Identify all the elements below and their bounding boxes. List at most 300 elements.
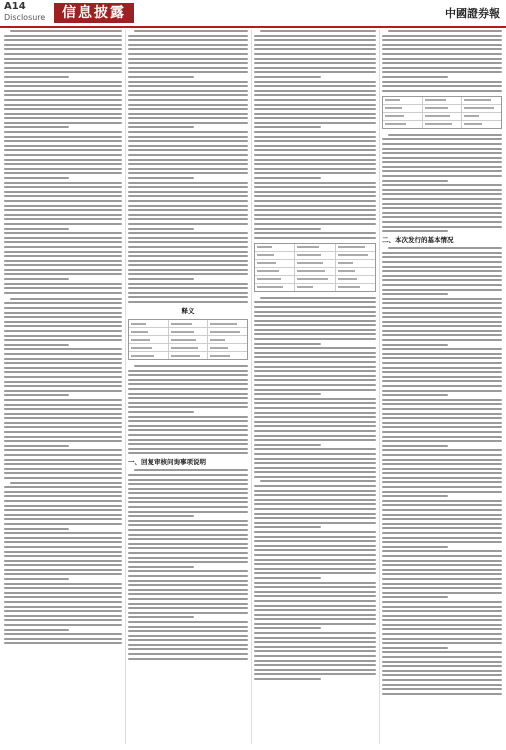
text-line xyxy=(128,534,248,536)
table-cell xyxy=(169,328,209,335)
text-line xyxy=(128,402,248,404)
text-line xyxy=(254,333,376,335)
text-line xyxy=(254,58,376,60)
text-line xyxy=(382,157,502,159)
table-cell xyxy=(129,320,169,327)
text-line xyxy=(254,678,321,680)
text-line xyxy=(382,385,502,387)
text-line xyxy=(254,352,376,354)
text-line xyxy=(254,329,376,331)
text-line xyxy=(254,356,376,358)
text-line xyxy=(382,555,502,557)
column-1 xyxy=(4,30,122,744)
text-line xyxy=(254,462,376,464)
text-line xyxy=(4,287,122,289)
table-cell xyxy=(129,344,169,351)
text-line xyxy=(260,297,376,299)
text-line xyxy=(4,260,122,262)
text-line xyxy=(382,316,502,318)
text-line xyxy=(128,411,194,413)
text-line xyxy=(254,113,376,115)
text-line xyxy=(382,85,502,87)
text-line xyxy=(128,406,248,408)
text-line xyxy=(254,586,376,588)
text-line xyxy=(128,607,248,609)
text-line xyxy=(128,506,248,508)
text-line xyxy=(4,145,122,147)
text-line xyxy=(382,463,502,465)
text-line xyxy=(382,76,448,78)
text-line xyxy=(4,551,122,553)
table-cell xyxy=(255,260,295,267)
text-line xyxy=(382,684,502,686)
table-cell xyxy=(295,276,335,283)
text-line xyxy=(382,90,502,92)
text-line xyxy=(382,509,502,511)
text-line xyxy=(254,402,376,404)
text-line xyxy=(4,459,122,461)
text-line xyxy=(4,186,122,188)
text-line xyxy=(254,48,376,50)
text-line xyxy=(382,445,448,447)
text-line xyxy=(4,404,122,406)
text-line xyxy=(382,53,502,55)
text-line xyxy=(4,642,122,644)
text-line xyxy=(382,166,502,168)
text-line xyxy=(382,371,502,373)
text-line xyxy=(4,353,122,355)
data-table xyxy=(254,243,376,292)
text-line xyxy=(382,532,502,534)
text-line xyxy=(128,621,248,623)
text-line xyxy=(382,481,502,483)
text-line xyxy=(4,408,122,410)
column-divider xyxy=(125,30,126,744)
table-cell xyxy=(255,244,295,251)
text-line xyxy=(382,302,502,304)
text-block xyxy=(382,30,502,92)
text-line xyxy=(382,500,502,502)
text-line xyxy=(382,670,502,672)
text-line xyxy=(4,39,122,41)
text-line xyxy=(382,426,502,428)
text-line xyxy=(254,370,376,372)
text-line xyxy=(4,335,122,337)
text-line xyxy=(4,205,122,207)
text-line xyxy=(382,440,502,442)
text-line xyxy=(382,679,502,681)
text-line xyxy=(4,523,122,525)
text-line xyxy=(128,425,248,427)
text-line xyxy=(254,664,376,666)
text-line xyxy=(4,140,122,142)
table-cell xyxy=(295,244,335,251)
table-cell xyxy=(169,336,209,343)
text-line xyxy=(254,375,376,377)
text-line xyxy=(4,583,122,585)
text-line xyxy=(388,247,502,249)
table-cell xyxy=(129,352,169,359)
text-line xyxy=(4,223,122,225)
text-line xyxy=(382,601,502,603)
table-cell xyxy=(423,121,463,128)
text-line xyxy=(128,374,248,376)
text-line xyxy=(254,673,376,675)
text-line xyxy=(254,320,376,322)
text-line xyxy=(4,573,122,575)
page-number: A14 xyxy=(4,1,26,12)
text-line xyxy=(4,182,122,184)
table-cell xyxy=(423,105,463,112)
text-line xyxy=(382,330,502,332)
text-line xyxy=(128,603,248,605)
text-line xyxy=(4,468,122,470)
text-line xyxy=(4,241,122,243)
text-line xyxy=(128,420,248,422)
section-heading: 二、本次发行的基本情况 xyxy=(382,236,454,245)
text-line xyxy=(128,488,248,490)
text-line xyxy=(128,575,248,577)
table-cell xyxy=(336,260,375,267)
table-cell xyxy=(295,260,335,267)
text-line xyxy=(128,511,248,513)
text-line xyxy=(128,529,248,531)
text-line xyxy=(128,429,248,431)
text-line xyxy=(382,523,502,525)
text-line xyxy=(4,367,122,369)
table-cell xyxy=(336,276,375,283)
text-line xyxy=(4,564,122,566)
text-line xyxy=(128,108,248,110)
page-header xyxy=(0,0,506,28)
text-line xyxy=(260,480,376,482)
table-cell xyxy=(129,336,169,343)
text-line xyxy=(254,145,376,147)
text-line xyxy=(382,170,502,172)
text-line xyxy=(382,619,502,621)
text-line xyxy=(4,344,69,346)
section-title: 信息披露 xyxy=(54,3,134,23)
text-line xyxy=(128,159,248,161)
text-line xyxy=(4,154,122,156)
text-line xyxy=(4,339,122,341)
text-line xyxy=(4,624,122,626)
text-line xyxy=(4,546,122,548)
text-block xyxy=(382,247,502,695)
table-cell xyxy=(462,105,501,112)
text-line xyxy=(128,626,248,628)
text-line xyxy=(4,122,122,124)
table-cell xyxy=(208,344,247,351)
text-line xyxy=(254,324,376,326)
text-line xyxy=(382,472,502,474)
text-line xyxy=(128,58,248,60)
text-line xyxy=(254,568,376,570)
text-line xyxy=(4,596,122,598)
text-line xyxy=(128,561,248,563)
text-line xyxy=(382,610,502,612)
text-line xyxy=(4,436,122,438)
text-line xyxy=(254,311,376,313)
text-block xyxy=(4,482,122,645)
text-line xyxy=(4,278,69,280)
text-line xyxy=(382,152,502,154)
text-line xyxy=(128,584,248,586)
text-line xyxy=(4,321,122,323)
text-line xyxy=(382,449,502,451)
text-line xyxy=(254,536,376,538)
table-cell xyxy=(336,252,375,259)
text-line xyxy=(382,289,502,291)
text-line xyxy=(4,454,122,456)
text-line xyxy=(254,99,376,101)
text-line xyxy=(128,163,248,165)
text-line xyxy=(382,353,502,355)
text-line xyxy=(128,205,248,207)
text-line xyxy=(128,648,248,650)
table-row xyxy=(383,105,501,113)
text-line xyxy=(128,653,248,655)
table-row xyxy=(129,344,247,352)
table-row xyxy=(255,268,375,276)
text-line xyxy=(4,472,122,474)
text-line xyxy=(254,209,376,211)
table-row xyxy=(383,97,501,105)
text-line xyxy=(128,154,248,156)
text-line xyxy=(128,246,248,248)
text-line xyxy=(134,365,248,367)
text-line xyxy=(128,214,248,216)
text-line xyxy=(254,338,376,340)
text-line xyxy=(254,490,376,492)
column-divider xyxy=(251,30,252,744)
text-line xyxy=(382,546,448,548)
text-line xyxy=(254,182,376,184)
text-line xyxy=(10,482,122,484)
text-line xyxy=(254,641,376,643)
text-line xyxy=(4,58,122,60)
text-line xyxy=(128,492,248,494)
text-line xyxy=(254,315,376,317)
text-line xyxy=(254,237,376,239)
text-line xyxy=(254,623,376,625)
text-line xyxy=(128,397,248,399)
text-line xyxy=(382,256,502,258)
text-line xyxy=(4,48,122,50)
text-line xyxy=(254,407,376,409)
text-line xyxy=(254,149,376,151)
text-line xyxy=(128,260,248,262)
text-line xyxy=(254,154,376,156)
text-line xyxy=(382,367,502,369)
text-line xyxy=(4,191,122,193)
text-line xyxy=(128,71,248,73)
text-block xyxy=(128,365,248,454)
text-line xyxy=(382,189,502,191)
text-line xyxy=(382,307,502,309)
text-line xyxy=(382,71,502,73)
text-line xyxy=(254,522,376,524)
text-line xyxy=(254,76,321,78)
text-line xyxy=(382,693,502,695)
text-line xyxy=(4,330,122,332)
text-line xyxy=(382,408,502,410)
text-line xyxy=(254,517,376,519)
text-line xyxy=(128,81,248,83)
text-line xyxy=(134,30,248,32)
text-line xyxy=(254,531,376,533)
text-line xyxy=(128,443,248,445)
text-line xyxy=(4,108,122,110)
text-line xyxy=(128,593,248,595)
text-line xyxy=(4,633,122,635)
text-line xyxy=(4,587,122,589)
text-line xyxy=(4,209,122,211)
text-line xyxy=(128,296,248,298)
text-line xyxy=(4,71,122,73)
text-line xyxy=(254,627,321,629)
text-line xyxy=(382,537,502,539)
text-line xyxy=(4,172,122,174)
text-line xyxy=(388,134,502,136)
text-line xyxy=(254,104,376,106)
table-cell xyxy=(169,320,209,327)
text-line xyxy=(128,232,248,234)
text-line xyxy=(4,246,122,248)
text-line xyxy=(128,53,248,55)
text-line xyxy=(134,469,248,471)
text-line xyxy=(254,44,376,46)
text-line xyxy=(4,269,122,271)
text-line xyxy=(4,578,69,580)
text-line xyxy=(128,99,248,101)
text-line xyxy=(382,688,502,690)
text-line xyxy=(254,508,376,510)
text-line xyxy=(4,90,122,92)
text-line xyxy=(382,413,502,415)
text-line xyxy=(254,85,376,87)
text-line xyxy=(4,99,122,101)
text-line xyxy=(382,477,502,479)
text-line xyxy=(4,629,69,631)
text-line xyxy=(254,499,376,501)
text-line xyxy=(382,212,502,214)
text-line xyxy=(254,563,376,565)
text-line xyxy=(128,251,248,253)
text-line xyxy=(128,501,248,503)
text-line xyxy=(382,230,448,232)
text-line xyxy=(4,195,122,197)
text-line xyxy=(128,149,248,151)
text-line xyxy=(254,572,376,574)
text-line xyxy=(382,58,502,60)
text-line xyxy=(128,136,248,138)
text-line xyxy=(382,674,502,676)
text-line xyxy=(382,266,502,268)
text-line xyxy=(382,596,448,598)
text-line xyxy=(128,76,194,78)
text-line xyxy=(4,232,122,234)
text-line xyxy=(382,527,502,529)
text-line xyxy=(382,39,502,41)
text-line xyxy=(128,218,248,220)
text-line xyxy=(4,569,122,571)
text-line xyxy=(254,458,376,460)
text-line xyxy=(382,67,502,69)
text-line xyxy=(4,264,122,266)
text-line xyxy=(382,357,502,359)
text-line xyxy=(4,449,122,451)
text-line xyxy=(4,358,122,360)
text-line xyxy=(254,384,376,386)
text-line xyxy=(128,186,248,188)
text-line xyxy=(128,479,248,481)
text-line xyxy=(128,301,248,303)
text-line xyxy=(4,228,69,230)
column-3 xyxy=(254,30,376,744)
table-cell xyxy=(169,344,209,351)
text-line xyxy=(128,598,248,600)
text-line xyxy=(382,143,502,145)
text-line xyxy=(382,587,502,589)
text-line xyxy=(382,583,502,585)
text-line xyxy=(4,255,122,257)
text-line xyxy=(4,518,122,520)
text-line xyxy=(128,140,248,142)
text-line xyxy=(4,514,122,516)
text-line xyxy=(128,393,248,395)
text-line xyxy=(382,422,502,424)
text-line xyxy=(4,113,122,115)
text-line xyxy=(128,439,248,441)
text-line xyxy=(382,275,502,277)
text-line xyxy=(254,159,376,161)
text-line xyxy=(254,200,376,202)
text-line xyxy=(128,177,194,179)
text-line xyxy=(254,416,376,418)
text-line xyxy=(128,255,248,257)
table-row xyxy=(129,336,247,344)
text-line xyxy=(254,62,376,64)
text-line xyxy=(4,509,122,511)
text-block xyxy=(254,30,376,239)
text-line xyxy=(254,191,376,193)
text-line xyxy=(254,669,376,671)
text-line xyxy=(128,547,248,549)
text-line xyxy=(382,399,502,401)
text-line xyxy=(128,383,248,385)
text-line xyxy=(4,422,122,424)
text-line xyxy=(254,494,376,496)
text-line xyxy=(382,518,502,520)
table-cell xyxy=(383,105,423,112)
table-cell xyxy=(383,97,423,104)
text-line xyxy=(382,486,502,488)
text-line xyxy=(4,292,122,294)
table-cell xyxy=(208,328,247,335)
text-line xyxy=(4,67,122,69)
table-row xyxy=(383,121,501,128)
text-line xyxy=(382,138,502,140)
table-row xyxy=(383,113,501,121)
text-line xyxy=(382,325,502,327)
text-line xyxy=(4,495,122,497)
text-line xyxy=(4,560,122,562)
table-cell xyxy=(255,268,295,275)
text-line xyxy=(382,417,502,419)
text-line xyxy=(254,195,376,197)
text-line xyxy=(254,540,376,542)
